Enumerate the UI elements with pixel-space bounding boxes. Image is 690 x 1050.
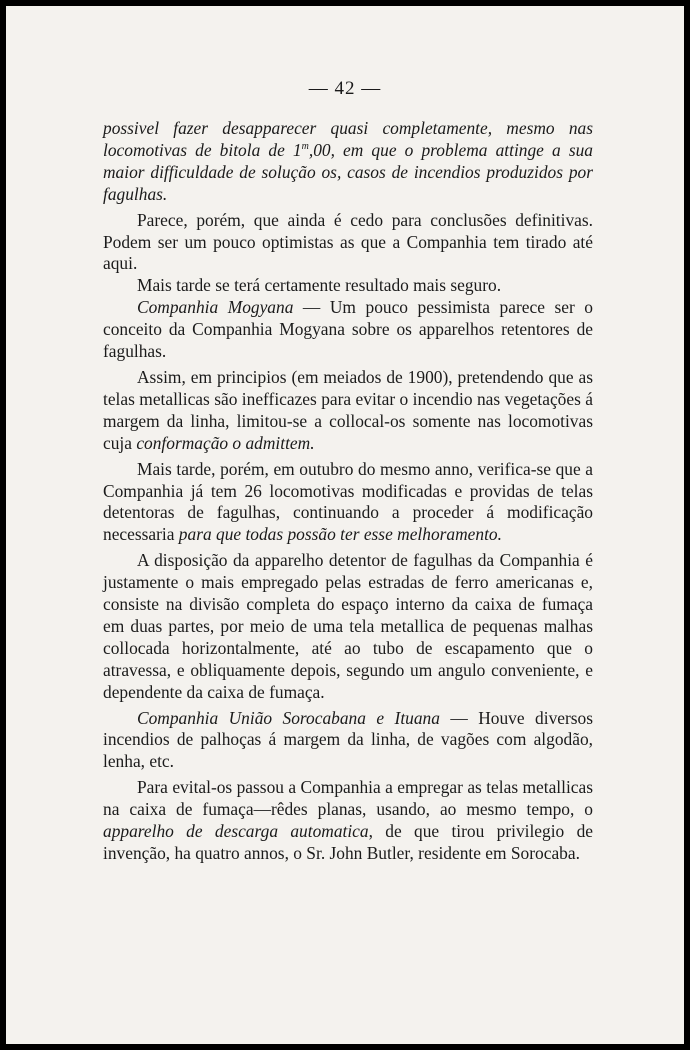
text-segment: Assim, em principios (em meiados de 1900), pretendendo que as telas metallicas são inefficazes para evitar o incendio nas vegetações á margem da linha, limitou-se a collocal-os somente nas locomotivas cuja bbox=[103, 366, 593, 453]
text-segment: possivel fazer desapparecer quasi completamente, mesmo nas locomotivas de bitola de 1 bbox=[103, 118, 593, 160]
text-segment: A disposição da apparelho detentor de fagulhas da Companhia é justamente o mais empregado pelas estradas de ferro americanas e, consiste na divisão completa do espaço interno da caixa de fumaça em duas partes, por meio de uma tela metallica de pequenas malhas collocada horizontalmente, até ao tubo de escapamento que o atravessa, e obliquamente depois, segundo um angulo conveniente, e dependente da caixa de fumaça. bbox=[103, 550, 593, 702]
text-segment: apparelho de descarga automatica bbox=[103, 821, 369, 842]
text-segment: para que todas possão ter esse melhoramento. bbox=[178, 524, 502, 545]
section-heading-inline: Companhia União Sorocabana e Ituana bbox=[137, 707, 440, 728]
text-segment: , de que tirou privilegio de invenção, ha quatro annos, o Sr. John Butler, residente em Sorocaba. bbox=[103, 821, 593, 863]
paragraph bbox=[103, 777, 593, 865]
superscript-unit: m bbox=[301, 141, 309, 153]
text-segment: Mais tarde se terá certamente resultado mais seguro. bbox=[137, 275, 502, 296]
text-segment: ,00, em que o problema attinge a sua maior difficuldade de solução os, casos de incendios produzidos por fagulhas. bbox=[103, 139, 593, 204]
book-page bbox=[6, 6, 684, 1044]
section-heading-inline: Companhia Mogyana bbox=[137, 297, 294, 318]
text-segment: — Houve diversos incendios de palhoças á margem da linha, de vagões com algodão, lenha, etc. bbox=[103, 707, 594, 772]
paragraph bbox=[103, 459, 593, 547]
paragraph bbox=[103, 550, 593, 703]
paragraph bbox=[103, 210, 593, 276]
paragraph bbox=[103, 118, 593, 206]
body-text bbox=[103, 118, 593, 865]
paragraph bbox=[103, 708, 593, 774]
paragraph bbox=[103, 275, 593, 297]
page-number: — 42 — bbox=[308, 78, 382, 99]
text-segment: Mais tarde, porém, em outubro do mesmo anno, verifica-se que a Companhia já tem 26 locomotivas modificadas e providas de telas detentoras de fagulhas, continuando a proceder á modificação necessaria bbox=[103, 458, 593, 545]
text-segment: conformação o admittem. bbox=[136, 432, 315, 453]
text-segment: — Um pouco pessimista parece ser o conceito da Companhia Mogyana sobre os apparelhos retentores de fagulhas. bbox=[103, 297, 593, 362]
text-segment: Parece, porém, que ainda é cedo para conclusões definitivas. Podem ser um pouco optimistas as que a Companhia tem tirado até aqui. bbox=[103, 209, 593, 274]
text-segment: Para evital-os passou a Companhia a empregar as telas metallicas na caixa de fumaça—rêdes planas, usando, ao mesmo tempo, o bbox=[103, 777, 593, 820]
paragraph bbox=[103, 367, 593, 455]
paragraph bbox=[103, 297, 593, 363]
